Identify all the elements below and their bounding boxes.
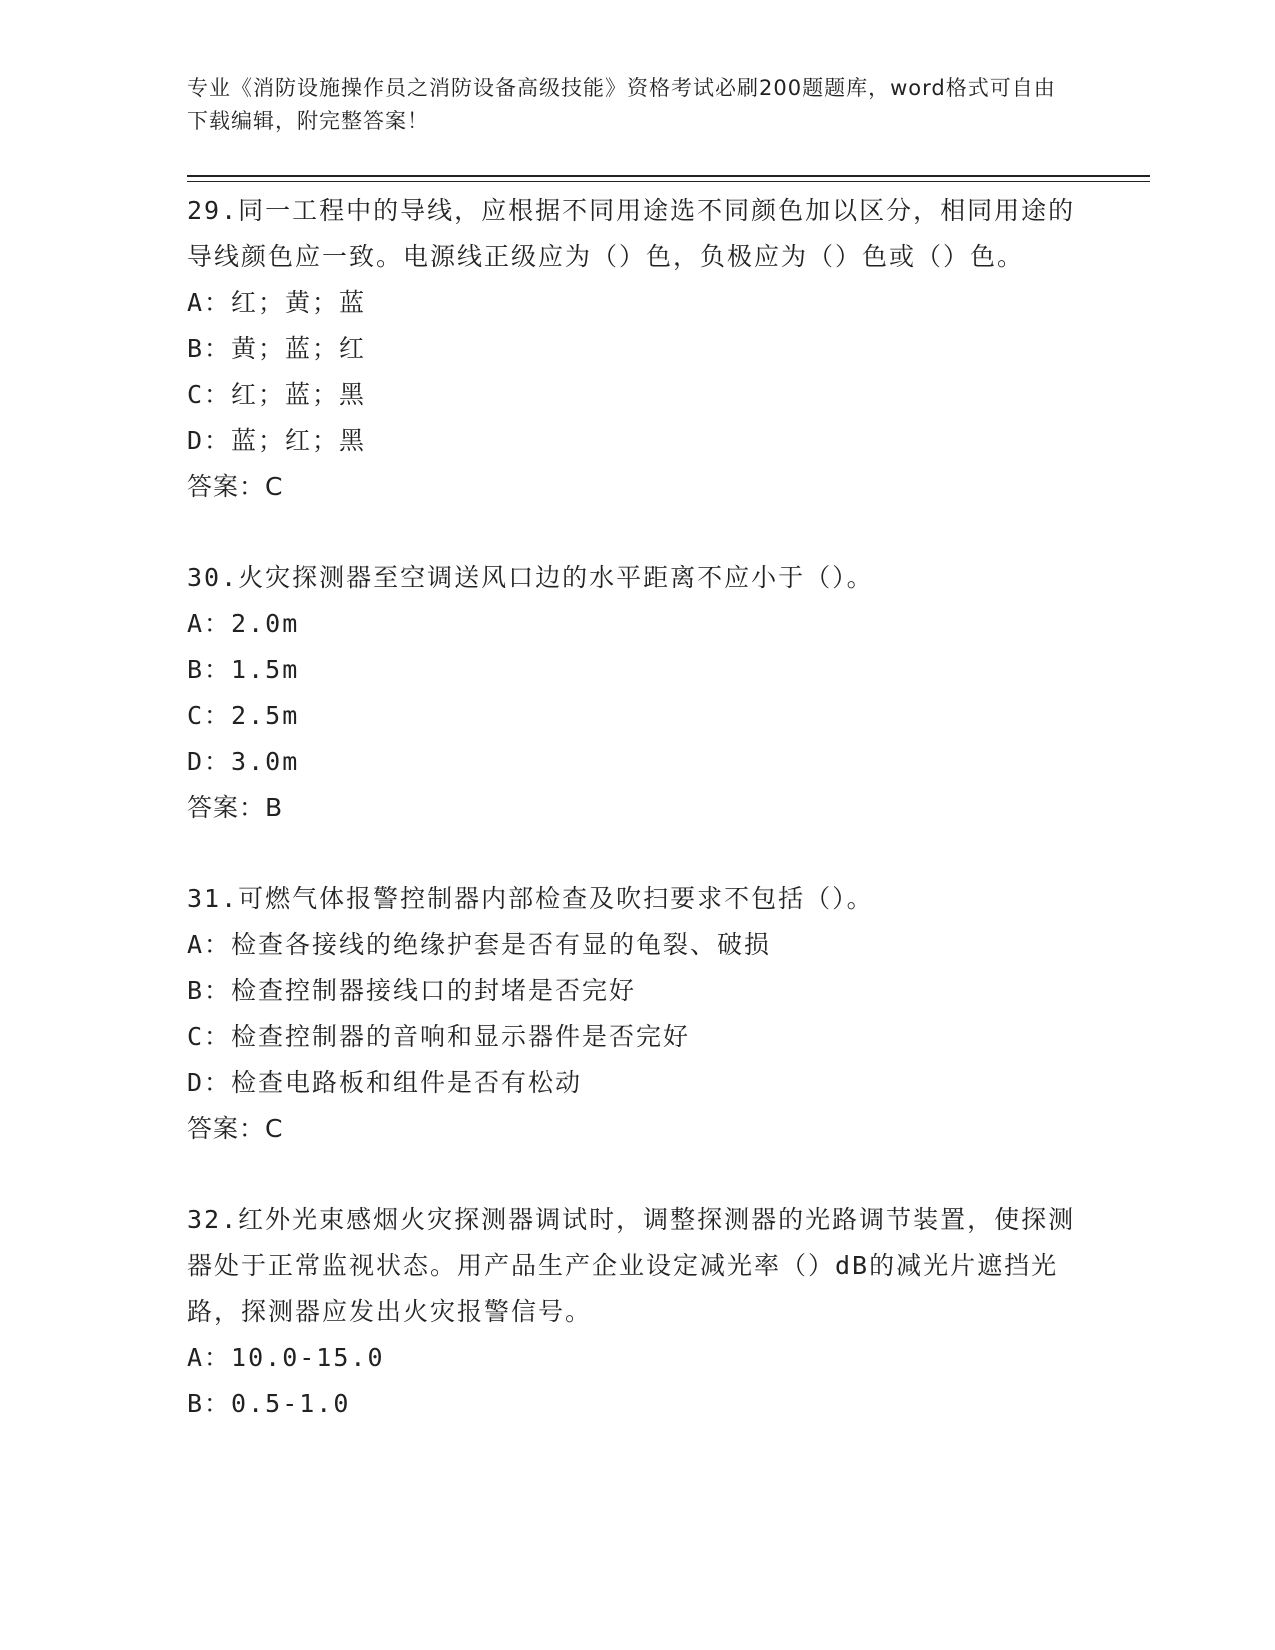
question-29: [187, 188, 1087, 510]
question-stem: 31.可燃气体报警控制器内部检查及吹扫要求不包括（）。: [187, 884, 874, 913]
question-31: [187, 876, 1087, 1152]
question-stem: 32.红外光束感烟火灾探测器调试时，调整探测器的光路调节装置，使探测器处于正常监视状态。用产品生产企业设定减光率（）dB的减光片遮挡光路，探测器应发出火灾报警信号。: [187, 1205, 1076, 1326]
question-32: [187, 1197, 1087, 1427]
answer-line: 答案：C: [187, 472, 284, 501]
option-c: C：红；蓝；黑: [187, 380, 367, 409]
option-c: C：检查控制器的音响和显示器件是否完好: [187, 1022, 691, 1051]
option-a: A：2.0m: [187, 609, 300, 638]
option-a: A：10.0-15.0: [187, 1343, 385, 1372]
option-d: D：蓝；红；黑: [187, 426, 367, 455]
header-divider-thick: [187, 175, 1150, 177]
answer-line: 答案：C: [187, 1114, 284, 1143]
option-c: C：2.5m: [187, 701, 300, 730]
option-b: B：检查控制器接线口的封堵是否完好: [187, 976, 637, 1005]
option-d: D：3.0m: [187, 747, 300, 776]
option-b: B：黄；蓝；红: [187, 334, 367, 363]
document-header: 专业《消防设施操作员之消防设备高级技能》资格考试必刷200题题库，word格式可自由下载编辑，附完整答案！: [187, 76, 1056, 133]
question-list: [187, 188, 1087, 1472]
option-b: B：1.5m: [187, 655, 300, 684]
question-stem: 30.火灾探测器至空调送风口边的水平距离不应小于（）。: [187, 563, 874, 592]
option-d: D：检查电路板和组件是否有松动: [187, 1068, 583, 1097]
option-a: A：检查各接线的绝缘护套是否有显的龟裂、破损: [187, 930, 772, 959]
question-stem: 29.同一工程中的导线，应根据不同用途选不同颜色加以区分，相同用途的导线颜色应一致。电源线正级应为（）色，负极应为（）色或（）色。: [187, 196, 1076, 271]
question-30: [187, 555, 1087, 831]
option-b: B：0.5-1.0: [187, 1389, 351, 1418]
header-divider-thin: [187, 181, 1150, 182]
answer-line: 答案：B: [187, 793, 284, 822]
option-a: A：红；黄；蓝: [187, 288, 367, 317]
